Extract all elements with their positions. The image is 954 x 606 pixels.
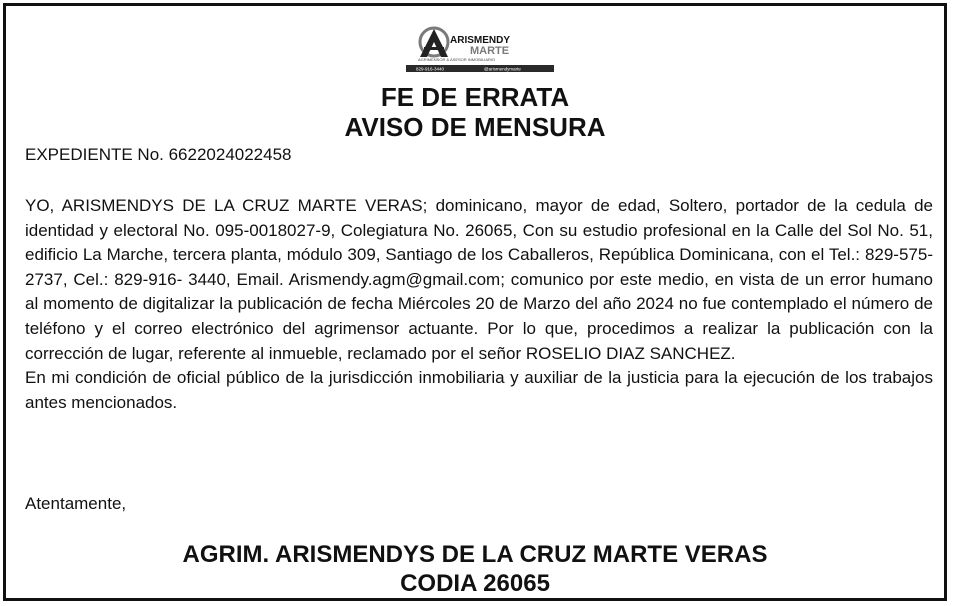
notice-body [25, 194, 933, 415]
logo-tagline: AGRIMENSOR & ASESOR INMOBILIARIO [418, 57, 496, 62]
notice-frame [3, 3, 947, 601]
logo-contact-phone: 829-916-3440 [416, 66, 445, 72]
signature-codia: CODIA 26065 [400, 570, 550, 597]
notice-subtitle: AVISO DE MENSURA [344, 112, 606, 142]
expediente-number: EXPEDIENTE No. 6622024022458 [25, 145, 292, 164]
logo-brand-top: ARISMENDY [450, 35, 511, 46]
company-logo [404, 25, 556, 77]
logo-brand-bottom: MARTE [470, 45, 510, 57]
body-paragraph-1: YO, ARISMENDYS DE LA CRUZ MARTE VERAS; dominicano, mayor de edad, Soltero, portador de la cedula de identidad y electoral No. 095-0018027-9, Colegiatura No. 26065, Con su estudio profesional en la Calle del Sol No. 51, edificio La Marche, tercera planta, módulo 309, Santiago de los Caballeros, República Dominicana, con el Tel.: 829-575-2737, Cel.: 829-916- 3440, Email. Arismendy.agm@gmail.com; comunico por este medio, en vista de un error humano al momento de digitalizar la publicación de fecha Miércoles 20 de Marzo del año 2024 no fue contemplado el número de teléfono y el correo electrónico del agrimensor actuante. Por lo que, procedimos a realizar la publicación con la corrección de lugar, referente al inmueble, reclamado por el señor ROSELIO DIAZ SANCHEZ. [25, 196, 933, 363]
body-paragraph-2: En mi condición de oficial público de la jurisdicción inmobiliaria y auxiliar de la justicia para la ejecución de los trabajos antes mencionados. [25, 368, 933, 412]
notice-title: FE DE ERRATA [380, 82, 570, 112]
closing-salutation: Atentamente, [25, 494, 127, 513]
signature-name: AGRIM. ARISMENDYS DE LA CRUZ MARTE VERAS [182, 541, 768, 568]
logo-contact-social: @arismendymarte [484, 66, 521, 72]
